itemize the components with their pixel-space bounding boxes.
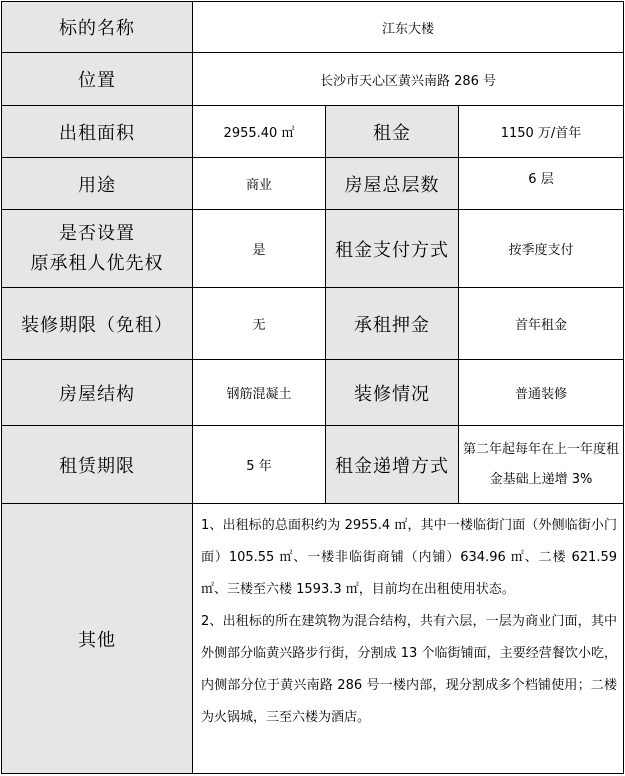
priority-value: 是 [193,210,326,288]
area-label: 出租面积 [2,106,193,158]
row-lease-term [2,426,624,504]
priority-label-line1: 是否设置 [59,222,135,244]
other-notes [193,504,624,774]
lease-term-value: 5 年 [193,426,326,504]
row-usage-floors [2,158,624,210]
floors-value: 6 层 [459,158,624,210]
floors-label: 房屋总层数 [326,158,459,210]
other-label: 其他 [2,504,193,774]
name-value: 江东大楼 [193,2,624,53]
decoration-period-value: 无 [193,288,326,360]
row-area-rent [2,106,624,158]
row-priority-payment [2,210,624,288]
row-structure [2,360,624,426]
other-paragraph-2: 2、出租标的所在建筑物为混合结构，共有六层，一层为商业门面，其中外侧部分临黄兴路步行街，分割成 13 个临街铺面，主要经营餐饮小吃，内侧部分位于黄兴南路 286 号一楼内部，现分割成多个档铺使用；二楼为火锅城，三至六楼为酒店。 [201,614,617,725]
decoration-period-label: 装修期限（免租） [2,288,193,360]
row-other [2,504,624,774]
other-paragraph-1: 1、出租标的总面积约为 2955.4 ㎡，其中一楼临街门面（外侧临街小门面）105.55 ㎡、一楼非临街商铺（内铺）634.96 ㎡、二楼 621.59 ㎡、三楼至六楼 1593.3 ㎡，目前均在出租使用状态。 [201,518,617,597]
payment-value: 按季度支付 [459,210,624,288]
payment-label: 租金支付方式 [326,210,459,288]
row-decoration-deposit [2,288,624,360]
location-label: 位置 [2,53,193,106]
lease-term-label: 租赁期限 [2,426,193,504]
name-label: 标的名称 [2,2,193,53]
location-value: 长沙市天心区黄兴南路 286 号 [193,53,624,106]
increase-label: 租金递增方式 [326,426,459,504]
increase-value: 第二年起每年在上一年度租金基础上递增 3% [459,426,624,504]
rent-label: 租金 [326,106,459,158]
row-location [2,53,624,106]
lease-info-table [1,1,624,774]
deposit-label: 承租押金 [326,288,459,360]
structure-value: 钢筋混凝土 [193,360,326,426]
row-name [2,2,624,53]
usage-label: 用途 [2,158,193,210]
decoration-value: 普通装修 [459,360,624,426]
area-value: 2955.40 ㎡ [193,106,326,158]
priority-label-line2: 原承租人优先权 [30,252,164,274]
deposit-value: 首年租金 [459,288,624,360]
usage-value: 商业 [193,158,326,210]
decoration-label: 装修情况 [326,360,459,426]
structure-label: 房屋结构 [2,360,193,426]
rent-value: 1150 万/首年 [459,106,624,158]
priority-label [2,210,193,288]
